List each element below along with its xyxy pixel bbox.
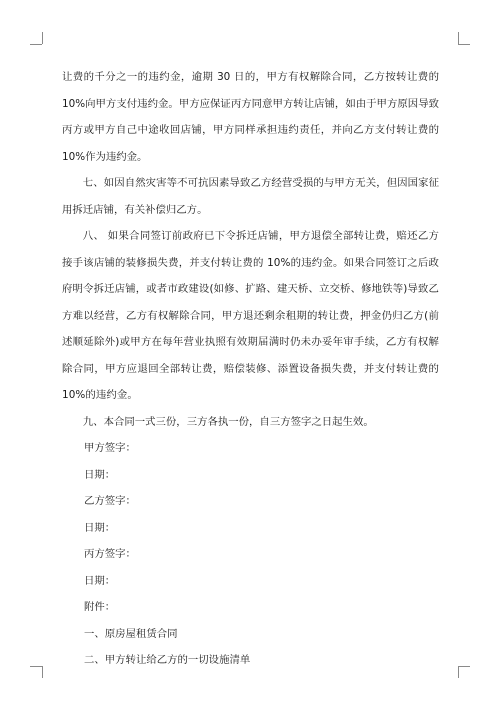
paragraph-clause-9: 九、本合同一式三份，三方各执一份，自三方签字之日起生效。 <box>82 415 374 428</box>
date-party-c-label: 日期： <box>84 574 116 587</box>
date-party-b-label: 日期： <box>84 521 116 534</box>
paragraph-penalty-continuation: 让费的千分之一的违约金，逾期 30 日的，甲方有权解除合同，乙方按转让费的 10%向甲方支付违约金。甲方应保证丙方同意甲方转让店铺，如由于甲方原因导致丙方或甲方自己中途收回店铺，甲方同样承担违约责任，并向乙方支付转让费的 10%作为违约金。 <box>62 71 439 163</box>
attachments-heading: 附件： <box>84 601 116 613</box>
signature-party-a-label: 甲方签字： <box>84 442 136 454</box>
attachment-item-lease: 一、原房屋租赁合同 <box>84 627 178 640</box>
date-party-a-label: 日期： <box>84 468 116 481</box>
signature-party-b-label: 乙方签字： <box>84 495 136 507</box>
paragraph-clause-7: 七、如因自然灾害等不可抗因素导致乙方经营受损的与甲方无关，但因国家征用拆迁店铺，有关补偿归乙方。 <box>62 177 439 216</box>
document-body <box>62 64 439 674</box>
signature-party-c-label: 丙方签字： <box>84 548 136 560</box>
paragraph-clause-8: 八、 如果合同签订前政府已下令拆迁店铺，甲方退偿全部转让费，赔还乙方接手该店铺的装修损失费，并支付转让费的 10%的违约金。如果合同签订之后政府明令拆迁店铺，或者市政建设(如修、扩路、建天桥、立交桥、修地铁等)导致乙方难以经营，乙方有权解除合同，甲方退还剩余租期的转让费，押金仍归乙方(前述顺延除外)或甲方在每年营业执照有效期届满时仍未办妥年审手续，乙方有权解除合同，甲方应退回全部转让费，赔偿装修、添置设备损失费，并支付转让费的 10%的违约金。 <box>62 230 439 401</box>
attachment-item-facilities: 二、甲方转让给乙方的一切设施清单 <box>84 654 251 666</box>
